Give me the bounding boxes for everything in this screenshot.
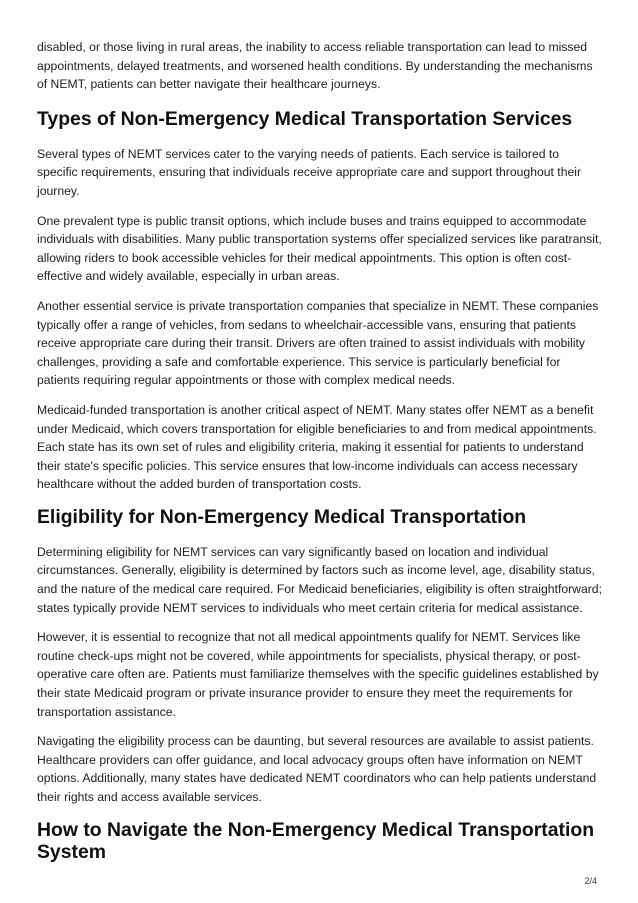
eligibility-paragraph-2: However, it is essential to recognize that not all medical appointments qualify for NEMT. Services like routine check-ups might not be covered, while appointments for specialists, physical therapy, or post-operative care often are. Patients must familiarize themselves with the specific guidelines established by their state Medicaid program or private insurance provider to ensure they meet the requirements for transportation assistance. — [37, 630, 599, 719]
document-page — [37, 38, 603, 878]
types-paragraph-4: Medicaid-funded transportation is another critical aspect of NEMT. Many states offer NEMT as a benefit under Medicaid, which covers transportation for eligible beneficiaries to and from medical appointments. Each state has its own set of rules and eligibility criteria, making it essential for patients to understand their state's specific policies. This service ensures that low-income individuals can access necessary healthcare without the added burden of transportation costs. — [37, 402, 597, 492]
intro-paragraph: disabled, or those living in rural areas, the inability to access reliable transportation can lead to missed appointments, delayed treatments, and worsened health conditions. By understanding the mechanisms of NEMT, patients can better navigate their healthcare journeys. — [37, 40, 593, 92]
types-paragraph-2: One prevalent type is public transit options, which include buses and trains equipped to accommodate individuals with disabilities. Many public transportation systems offer specialized services like paratransit, allowing riders to book accessible vehicles for their medical appointments. This option is often cost-effective and widely available, especially in urban areas. — [37, 213, 602, 284]
section-heading-types: Types of Non-Emergency Medical Transportation Services — [37, 107, 573, 130]
eligibility-paragraph-1: Determining eligibility for NEMT services can vary significantly based on location and individual circumstances. Generally, eligibility is determined by factors such as income level, age, disability status, and the nature of the medical care required. For Medicaid beneficiaries, eligibility is often straightforward; states typically provide NEMT services to individuals who meet certain criteria for medical assistance. — [37, 544, 602, 615]
types-paragraph-3: Another essential service is private transportation companies that specialize in NEMT. These companies typically offer a range of vehicles, from sedans to wheelchair-accessible vans, ensuring that patients receive appropriate care during their transit. Drivers are often trained to assist individuals with mobility challenges, providing a safe and comfortable experience. This service is particularly beneficial for patients requiring regular appointments or those with complex medical needs. — [37, 298, 599, 388]
types-paragraph-1: Several types of NEMT services cater to the varying needs of patients. Each service is tailored to specific requirements, ensuring that individuals receive appropriate care and support throughout their journey. — [37, 146, 582, 198]
page-number: 2/4 — [584, 876, 597, 886]
section-heading-eligibility: Eligibility for Non-Emergency Medical Transportation — [37, 505, 527, 528]
section-heading-navigate: How to Navigate the Non-Emergency Medical Transportation System — [37, 818, 595, 863]
eligibility-paragraph-3: Navigating the eligibility process can be daunting, but several resources are available to assist patients. Healthcare providers can offer guidance, and local advocacy groups often have information on NEMT options. Additionally, many states have dedicated NEMT coordinators who can help patients understand their rights and access available services. — [37, 734, 597, 804]
